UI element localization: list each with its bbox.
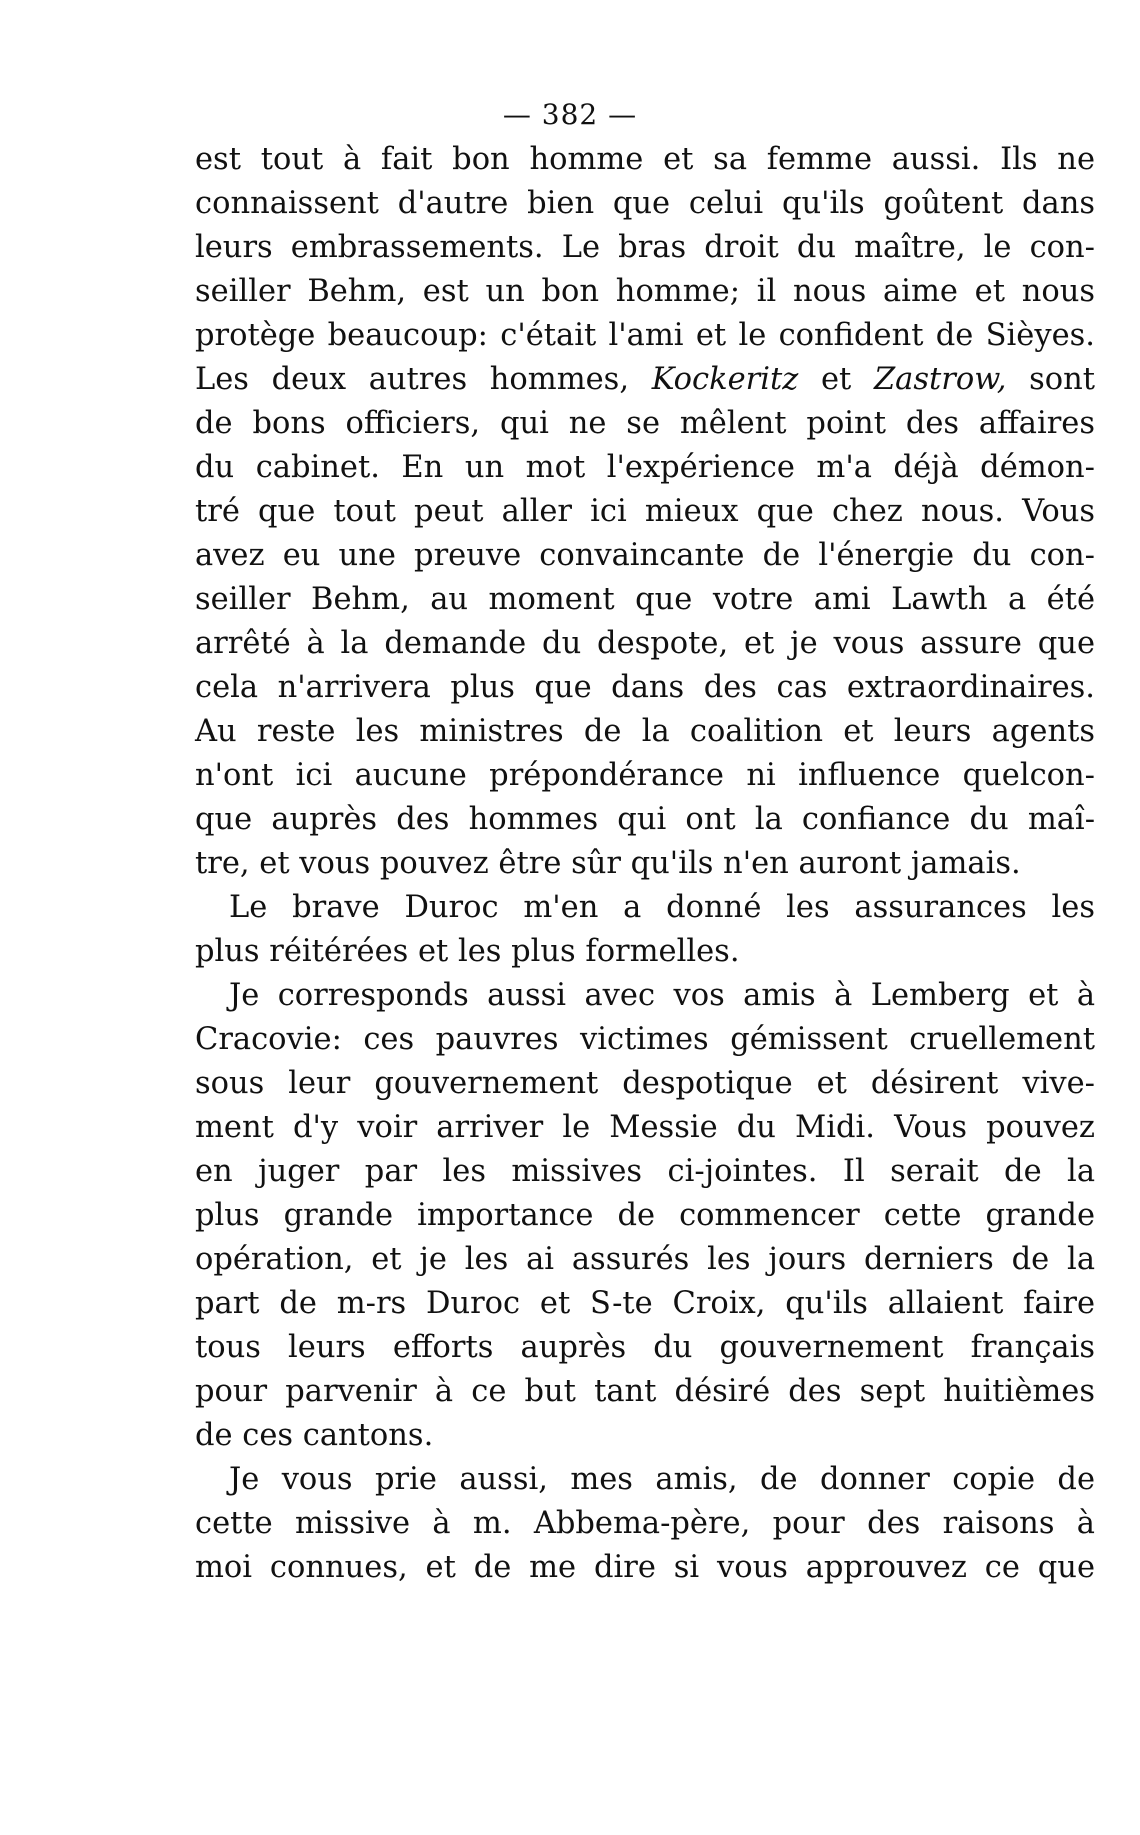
paragraph-2 [195, 886, 1095, 974]
paragraph-3 [195, 974, 1095, 1458]
text-line: arrêté à la demande du despote, et je vous assure que [195, 626, 1095, 661]
text-line: leurs embrassements. Le bras droit du maître, le con- [195, 230, 1095, 265]
text-line: n'ont ici aucune prépondérance ni influence quelcon- [195, 758, 1095, 793]
text-line: Le brave Duroc m'en a donné les assurances les [229, 890, 1095, 925]
text-line: seiller Behm, est un bon homme; il nous aime et nous [195, 274, 1095, 309]
text-line: connaissent d'autre bien que celui qu'ils goûtent dans [195, 186, 1095, 221]
text-line: plus grande importance de commencer cette grande [195, 1198, 1095, 1233]
text-line: cette missive à m. Abbema-père, pour des raisons à [195, 1506, 1095, 1541]
text-line: Je vous prie aussi, mes amis, de donner copie de [229, 1462, 1095, 1497]
name-kockeritz: Kockeritz [651, 362, 799, 397]
text-line: ment d'y voir arriver le Messie du Midi. Vous pouvez [195, 1110, 1095, 1145]
paragraph-1 [195, 138, 1095, 886]
text-line: tré que tout peut aller ici mieux que chez nous. Vous [195, 494, 1095, 529]
text-line: sous leur gouvernement despotique et désirent vive- [195, 1066, 1095, 1101]
text-segment: sont [1006, 362, 1095, 397]
text-line: en juger par les missives ci-jointes. Il serait de la [195, 1154, 1095, 1189]
text-line: Je corresponds aussi avec vos amis à Lemberg et à [229, 978, 1095, 1013]
text-line: protège beaucoup: c'était l'ami et le confident de Sièyes. [195, 318, 1095, 353]
text-line: de ces cantons. [195, 1418, 434, 1453]
text-line: moi connues, et de me dire si vous approuvez ce que [195, 1550, 1095, 1585]
text-line: Au reste les ministres de la coalition et leurs agents [195, 714, 1095, 749]
text-line: pour parvenir à ce but tant désiré des sept huitièmes [195, 1374, 1095, 1409]
text-line: du cabinet. En un mot l'expérience m'a déjà démon- [195, 450, 1095, 485]
text-line: opération, et je les ai assurés les jours derniers de la [195, 1242, 1095, 1277]
text-segment: et [798, 362, 874, 397]
text-line: de bons officiers, qui ne se mêlent point des affaires [195, 406, 1095, 441]
text-line: avez eu une preuve convaincante de l'énergie du con- [195, 538, 1095, 573]
name-zastrow: Zastrow, [873, 362, 1007, 397]
text-line: part de m-rs Duroc et S-te Croix, qu'ils allaient faire [195, 1286, 1095, 1321]
text-line: cela n'arrivera plus que dans des cas extraordinaires. [195, 670, 1095, 705]
text-line: tous leurs efforts auprès du gouvernement français [195, 1330, 1095, 1365]
paragraph-4 [195, 1458, 1095, 1590]
body-text [195, 138, 1095, 1590]
text-line: tre, et vous pouvez être sûr qu'ils n'en auront jamais. [195, 846, 1021, 881]
text-line: plus réitérées et les plus formelles. [195, 934, 740, 969]
page-number: — 382 — [502, 98, 638, 131]
text-line: est tout à fait bon homme et sa femme aussi. Ils ne [195, 142, 1095, 177]
text-segment: Les deux autres hommes, [195, 362, 652, 397]
text-line-with-names [195, 358, 1095, 402]
text-line: que auprès des hommes qui ont la confiance du maî- [195, 802, 1095, 837]
text-line: seiller Behm, au moment que votre ami Lawth a été [195, 582, 1095, 617]
text-line: Cracovie: ces pauvres victimes gémissent cruellement [195, 1022, 1095, 1057]
